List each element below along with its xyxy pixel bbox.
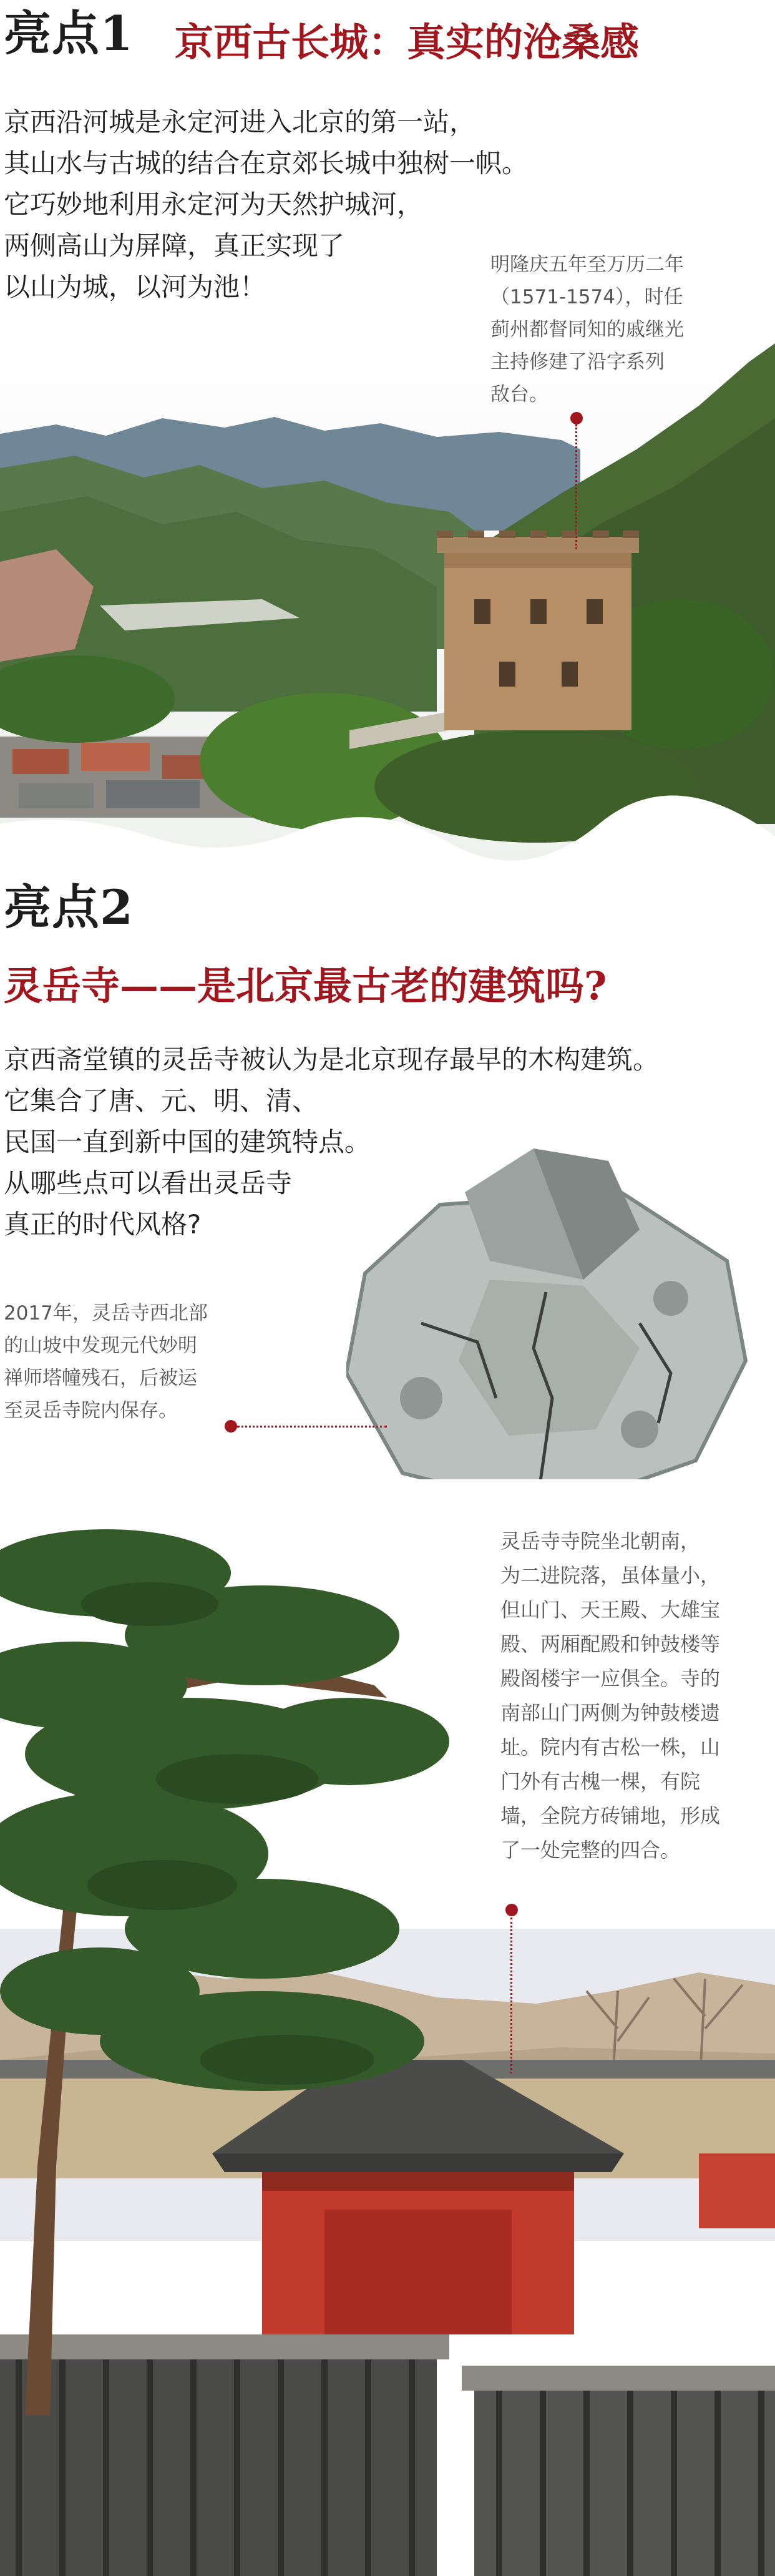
- intro-line: 其山水与古城的结合在京郊长城中独树一帜。: [4, 148, 529, 179]
- caption-line: 至灵岳寺院内保存。: [4, 1399, 178, 1422]
- pointer-dot: [570, 412, 583, 424]
- watchtower-caption: [490, 248, 684, 411]
- section2-heading-number: 亮点2: [4, 879, 134, 935]
- caption-line: 了一处完整的四合。: [500, 1838, 681, 1862]
- section1-heading-number: 亮点1: [4, 6, 134, 61]
- caption-line: 殿、两厢配殿和钟鼓楼等: [500, 1632, 721, 1656]
- pointer-dot: [505, 1904, 518, 1916]
- pointer-line: [237, 1426, 387, 1428]
- intro-line: 从哪些点可以看出灵岳寺: [4, 1168, 293, 1198]
- caption-line: 明隆庆五年至万历二年: [490, 253, 684, 276]
- caption-line: 址。院内有古松一株，山: [500, 1735, 721, 1759]
- intro-line: 京西沿河城是永定河进入北京的第一站，: [4, 107, 476, 137]
- intro-line: 它巧妙地利用永定河为天然护城河，: [4, 189, 424, 220]
- pointer-line: [510, 1917, 512, 2074]
- caption-line: 敌台。: [490, 383, 548, 406]
- caption-line: 南部山门两侧为钟鼓楼遗: [500, 1701, 721, 1725]
- caption-line: 主持修建了沿字系列: [490, 351, 665, 373]
- intro-line: 以山为城，以河为池！: [4, 272, 266, 302]
- caption-line: 的山坡中发现元代妙明: [4, 1335, 197, 1357]
- caption-line: 门外有古槐一棵，有院: [500, 1770, 701, 1793]
- caption-line: （1571-1574），时任: [490, 286, 683, 308]
- caption-line: 墙，全院方砖铺地，形成: [500, 1804, 721, 1828]
- pointer-line: [575, 424, 577, 549]
- caption-line: 但山门、天王殿、大雄宝: [500, 1598, 721, 1622]
- caption-line: 灵岳寺寺院坐北朝南，: [500, 1529, 701, 1553]
- intro-line: 真正的时代风格?: [4, 1209, 202, 1240]
- intro-line: 它集合了唐、元、明、清、: [4, 1085, 319, 1116]
- temple-caption: [500, 1524, 720, 1868]
- section2-heading-title: 灵岳寺——是北京最古老的建筑吗?: [4, 963, 607, 1009]
- caption-line: 2017年，灵岳寺西北部: [4, 1302, 208, 1325]
- section1-heading-title: 京西古长城：真实的沧桑感: [175, 19, 640, 65]
- caption-line: 殿阁楼宇一应俱全。寺的: [500, 1667, 721, 1690]
- caption-line: 为二进院落，虽体量小，: [500, 1564, 721, 1587]
- intro-line: 两侧高山为屏障，真正实现了: [4, 230, 345, 261]
- caption-line: 禅师塔幢残石，后被运: [4, 1367, 197, 1389]
- intro-line: 京西斋堂镇的灵岳寺被认为是北京现存最早的木构建筑。: [4, 1044, 660, 1075]
- pointer-dot: [225, 1420, 237, 1432]
- stone-relic-caption: [4, 1297, 208, 1427]
- stone-relic-image: [346, 1136, 752, 1517]
- section1-intro: [4, 102, 528, 308]
- caption-line: 蓟州都督同知的戚继光: [490, 318, 684, 341]
- intro-line: 民国一直到新中国的建筑特点。: [4, 1127, 371, 1157]
